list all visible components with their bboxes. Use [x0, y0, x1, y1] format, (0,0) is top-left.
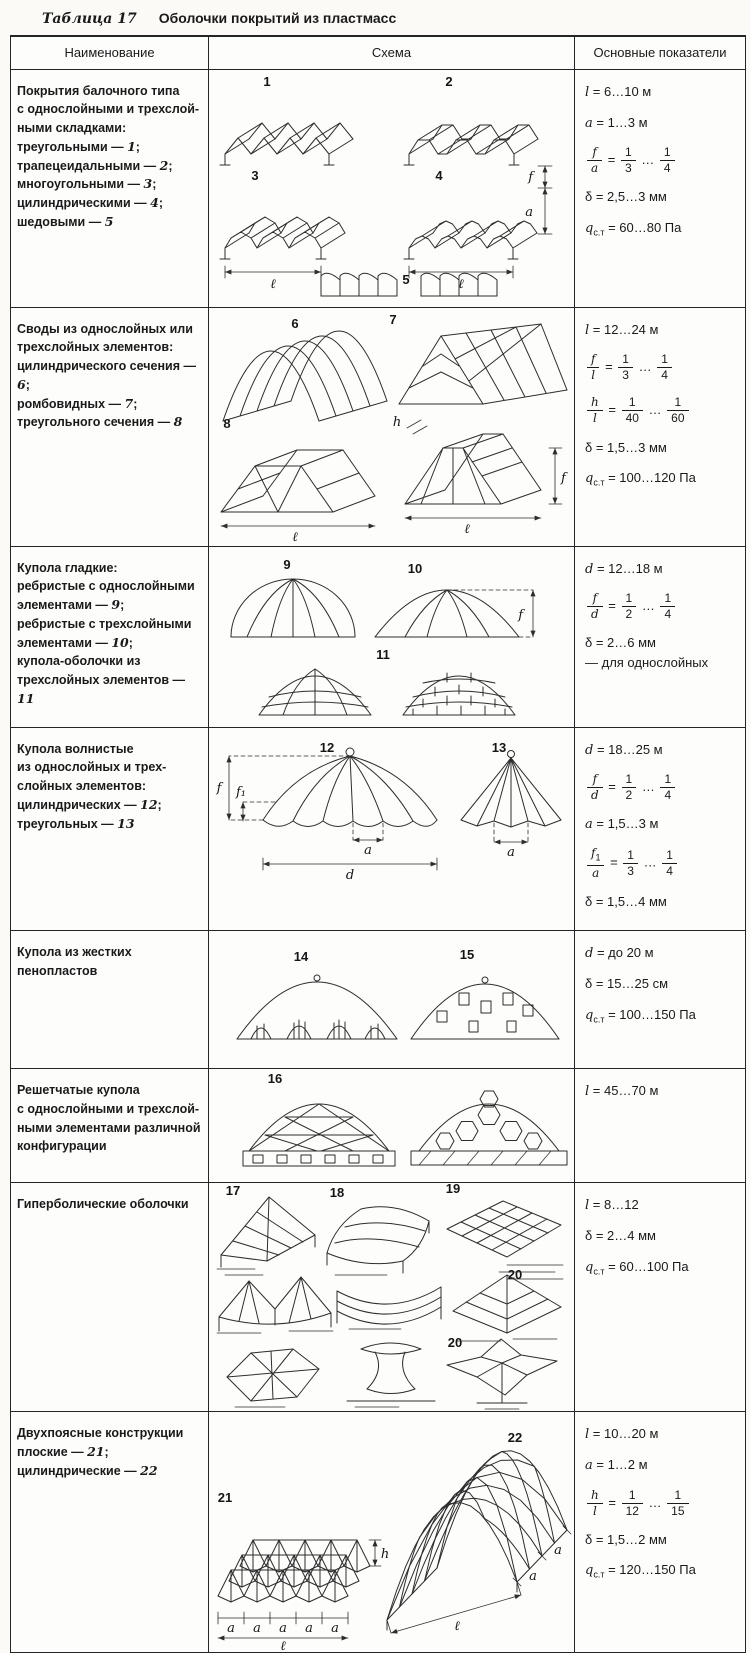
indicator-line: a = 1…3 м — [585, 114, 648, 131]
figure-7-rhombic-vault — [399, 324, 567, 404]
indicator-line: — для однослойных — [585, 655, 709, 671]
scheme-wavy-domes — [209, 728, 573, 883]
figure-anticlastic-sheet — [337, 1287, 441, 1329]
figure-number-2: 2 — [445, 73, 453, 89]
indicator-line: $\frac{f}{a}$ = $\frac{1}{3}$ … $\frac{1}{4}$ — [585, 146, 741, 175]
indicator-line: d = до 20 м — [585, 945, 654, 962]
figure-funnel-shell — [347, 1343, 435, 1407]
table-row-vaults — [11, 307, 745, 546]
row-scheme — [209, 1183, 575, 1411]
figure-number-17: 17 — [225, 1183, 241, 1199]
table-row-smooth-domes — [11, 546, 745, 727]
scheme-double-layer — [209, 1412, 573, 1652]
figure-number-20: 20 — [507, 1267, 523, 1283]
table-row-lattice-domes — [11, 1068, 745, 1182]
table-caption — [42, 10, 744, 27]
figure-2-trapezoidal-folds — [404, 125, 538, 165]
indicator-line: δ = 1,5…4 мм — [585, 893, 667, 909]
row-name: Купола гладкие: ребристые с однослойными элементами — 9; ребристые с трехслойными элементами — 10; купола-оболочки из трехслойных элементов — 11 — [11, 547, 209, 727]
dim-label-h: h — [392, 414, 402, 430]
column-header-indicators: Основные показатели — [593, 45, 727, 60]
row-scheme — [209, 70, 575, 307]
indicator-line: d = 18…25 м — [585, 741, 663, 758]
figure-20-pyramid-net — [453, 1275, 561, 1341]
figure-number-4: 4 — [435, 167, 443, 183]
table-row-beam-coverings — [11, 69, 745, 307]
table-number: Таблица 17 — [42, 11, 137, 27]
figure-5-shed-profiles — [321, 273, 397, 296]
figure-16-geodesic-dome — [243, 1104, 395, 1166]
indicator-line: δ = 15…25 см — [585, 976, 669, 992]
dim-label-l: ℓ — [292, 529, 298, 545]
row-scheme — [209, 1069, 575, 1182]
indicator-line: $\frac{f_1}{a}$ = $\frac{1}{3}$ … $\frac{1}{4}$ — [585, 847, 741, 879]
dim-label-a: a — [331, 1621, 339, 1637]
indicator-line: l = 12…24 м — [585, 321, 659, 338]
row-scheme — [209, 308, 575, 546]
figure-number-20b: 20 — [447, 1335, 463, 1351]
dim-label-l: ℓ — [280, 1639, 286, 1653]
figure-10-ribbed-sandwich-dome — [375, 590, 533, 637]
table-header-row — [11, 37, 745, 69]
figure-number-7: 7 — [389, 311, 397, 327]
scheme-lattice-domes — [209, 1069, 573, 1182]
row-indicators — [575, 728, 745, 931]
row-name: Двухпоясные конструкции плоские — 21; цилиндрические — 22 — [11, 1412, 209, 1652]
figure-11-shell-dome-left — [259, 669, 371, 715]
figure-15-foam-dome-windows — [411, 977, 559, 1039]
figure-number-21: 21 — [217, 1490, 233, 1506]
table-row-hyperbolic-shells — [11, 1182, 745, 1411]
figure-11-shell-dome-right — [403, 673, 515, 715]
dim-label-a: a — [227, 1621, 235, 1637]
dim-label-h: h — [380, 1547, 390, 1563]
figure-number-11: 11 — [376, 646, 390, 662]
figure-number-8: 8 — [223, 415, 231, 431]
indicator-line: $\frac{f}{d}$ = $\frac{1}{2}$ … $\frac{1}{4}$ — [585, 592, 741, 621]
indicator-line: δ = 2,5…3 мм — [585, 189, 667, 205]
figure-16-hex-lattice-dome — [411, 1091, 567, 1165]
figure-number-10: 10 — [407, 560, 423, 576]
figure-number-16: 16 — [267, 1071, 283, 1087]
indicator-line: δ = 2…6 мм — [585, 635, 656, 651]
indicator-line: l = 8…12 — [585, 1197, 639, 1214]
figure-number-19: 19 — [445, 1183, 461, 1197]
figure-19-net-plan — [447, 1201, 563, 1279]
dim-label-f: f — [518, 607, 523, 623]
dim-label-l: ℓ — [270, 276, 276, 292]
dim-label-f: f — [528, 169, 533, 185]
dim-label-f: f — [216, 780, 222, 796]
dim-label-a: a — [525, 204, 533, 220]
figure-3-polygonal-folds — [220, 217, 345, 259]
row-name: Гиперболические оболочки — [11, 1183, 209, 1411]
row-scheme — [209, 728, 575, 931]
indicator-line: $\frac{f}{l}$ = $\frac{1}{3}$ … $\frac{1}{4}$ — [585, 353, 741, 382]
figure-8-folded-vault — [393, 415, 568, 537]
figure-12-wavy-dome — [216, 748, 437, 883]
figure-17-hypar — [217, 1197, 315, 1275]
indicator-line: $\frac{h}{l}$ = $\frac{1}{12}$ … $\frac{1}{15}$ — [585, 1489, 741, 1518]
row-indicators — [575, 1412, 745, 1652]
figure-number-3: 3 — [251, 167, 259, 183]
figure-number-5: 5 — [402, 271, 410, 287]
figure-4-cylindrical-folds — [404, 221, 537, 259]
row-indicators — [575, 308, 745, 546]
figure-butterfly-hypars — [217, 1277, 333, 1333]
scheme-vaults — [209, 308, 573, 546]
row-name: Покрытия балочного типа с однослойными и трехслой- ными складками: треугольными — 1; трапецеидальными — 2; многоугольными — 3; цилиндрическими — 4; шедовыми — 5 — [11, 70, 209, 307]
figure-5-shed-profiles — [421, 273, 497, 296]
figure-number-6: 6 — [291, 315, 299, 331]
dim-label-f: f — [561, 470, 566, 486]
dim-label-a: a — [554, 1543, 562, 1559]
figure-6-cylindrical-vault — [223, 331, 387, 421]
table-row-wavy-domes — [11, 727, 745, 931]
indicator-line: $q_{с.т}$ = 60…80 Па — [585, 219, 682, 238]
scheme-foam-domes — [209, 931, 573, 1068]
figure-13-triangular-wavy-dome — [461, 750, 561, 860]
figure-14-foam-dome-openings — [237, 975, 397, 1039]
dim-label-a: a — [305, 1621, 313, 1637]
dim-label-a: a — [364, 842, 372, 858]
figure-number-12: 12 — [319, 739, 335, 755]
figure-1-triangular-folds — [220, 123, 353, 165]
column-header-name: Наименование — [11, 37, 209, 69]
row-name: Купола из жестких пенопластов — [11, 931, 209, 1068]
indicator-line: $\frac{f}{d}$ = $\frac{1}{2}$ … $\frac{1}{4}$ — [585, 773, 741, 802]
scheme-beam-coverings — [209, 70, 573, 307]
dim-l-fig3 — [225, 266, 321, 292]
row-indicators — [575, 547, 745, 727]
column-header-scheme: Схема — [209, 37, 575, 69]
indicator-line: d = 12…18 м — [585, 560, 663, 577]
figure-number-13: 13 — [491, 739, 507, 755]
figure-number-22: 22 — [507, 1430, 523, 1446]
row-name: Решетчатые купола с однослойными и трехслой- ными элементами различной конфигурации — [11, 1069, 209, 1182]
figure-9-ribbed-dome — [231, 579, 355, 637]
indicator-line: $q_{с.т}$ = 120…150 Па — [585, 1562, 696, 1580]
figure-8-triangular-vault — [221, 450, 375, 545]
row-indicators — [575, 1183, 745, 1411]
indicator-line: a = 1,5…3 м — [585, 816, 659, 833]
row-scheme — [209, 931, 575, 1068]
dim-label-d: d — [345, 867, 355, 883]
indicator-line: l = 45…70 м — [585, 1083, 659, 1100]
dim-label-f1: f₁ — [235, 784, 247, 800]
indicator-line: a = 1…2 м — [585, 1457, 648, 1474]
scheme-smooth-domes — [209, 547, 573, 727]
figure-20-star-plate — [447, 1339, 557, 1409]
row-indicators — [575, 931, 745, 1068]
row-name: Купола волнистые из однослойных и трех- слойных элементов: цилиндрических — 12; треугольных — 13 — [11, 728, 209, 931]
indicator-line: $q_{с.т}$ = 100…120 Па — [585, 469, 696, 488]
figure-22-cylindrical-lattice — [387, 1451, 571, 1634]
table-row-double-layer-structures — [11, 1411, 745, 1652]
indicator-line: δ = 2…4 мм — [585, 1228, 656, 1244]
figure-number-18: 18 — [329, 1185, 345, 1201]
scheme-hyperbolic-shells — [209, 1183, 573, 1411]
table — [10, 35, 746, 1653]
dim-label-a: a — [253, 1621, 261, 1637]
figure-number-15: 15 — [459, 947, 475, 963]
dim-label-a: a — [279, 1621, 287, 1637]
row-indicators — [575, 70, 745, 307]
row-indicators — [575, 1069, 745, 1182]
indicator-line: δ = 1,5…2 мм — [585, 1532, 667, 1548]
figure-18-saddle-shell — [327, 1207, 429, 1275]
figure-number-9: 9 — [283, 556, 291, 572]
page-title: Оболочки покрытий из пластмасс — [158, 10, 397, 26]
dim-label-a: a — [507, 844, 515, 860]
figure-number-14: 14 — [293, 949, 309, 965]
figure-number-1: 1 — [263, 73, 271, 89]
row-name: Своды из однослойных или трехслойных элементов: цилиндрического сечения — 6; ромбовидных — 7; треугольного сечения — 8 — [11, 308, 209, 546]
dim-label-l: ℓ — [458, 276, 464, 292]
figure-21-flat-space-truss — [218, 1540, 389, 1652]
dim-label-l: ℓ — [454, 1619, 460, 1635]
dim-label-a: a — [529, 1569, 537, 1585]
table-row-foam-domes — [11, 930, 745, 1068]
row-scheme — [209, 1412, 575, 1652]
indicator-line: $q_{с.т}$ = 100…150 Па — [585, 1006, 696, 1025]
indicator-line: $\frac{h}{l}$ = $\frac{1}{40}$ … $\frac{1}{60}$ — [585, 396, 741, 425]
figure-hex-net-shell — [227, 1349, 319, 1407]
indicator-line: δ = 1,5…3 мм — [585, 439, 667, 455]
row-scheme — [209, 547, 575, 727]
indicator-line: l = 6…10 м — [585, 83, 652, 100]
indicator-line: $q_{с.т}$ = 60…100 Па — [585, 1258, 689, 1277]
dim-label-l: ℓ — [464, 521, 470, 537]
indicator-line: l = 10…20 м — [585, 1426, 659, 1443]
